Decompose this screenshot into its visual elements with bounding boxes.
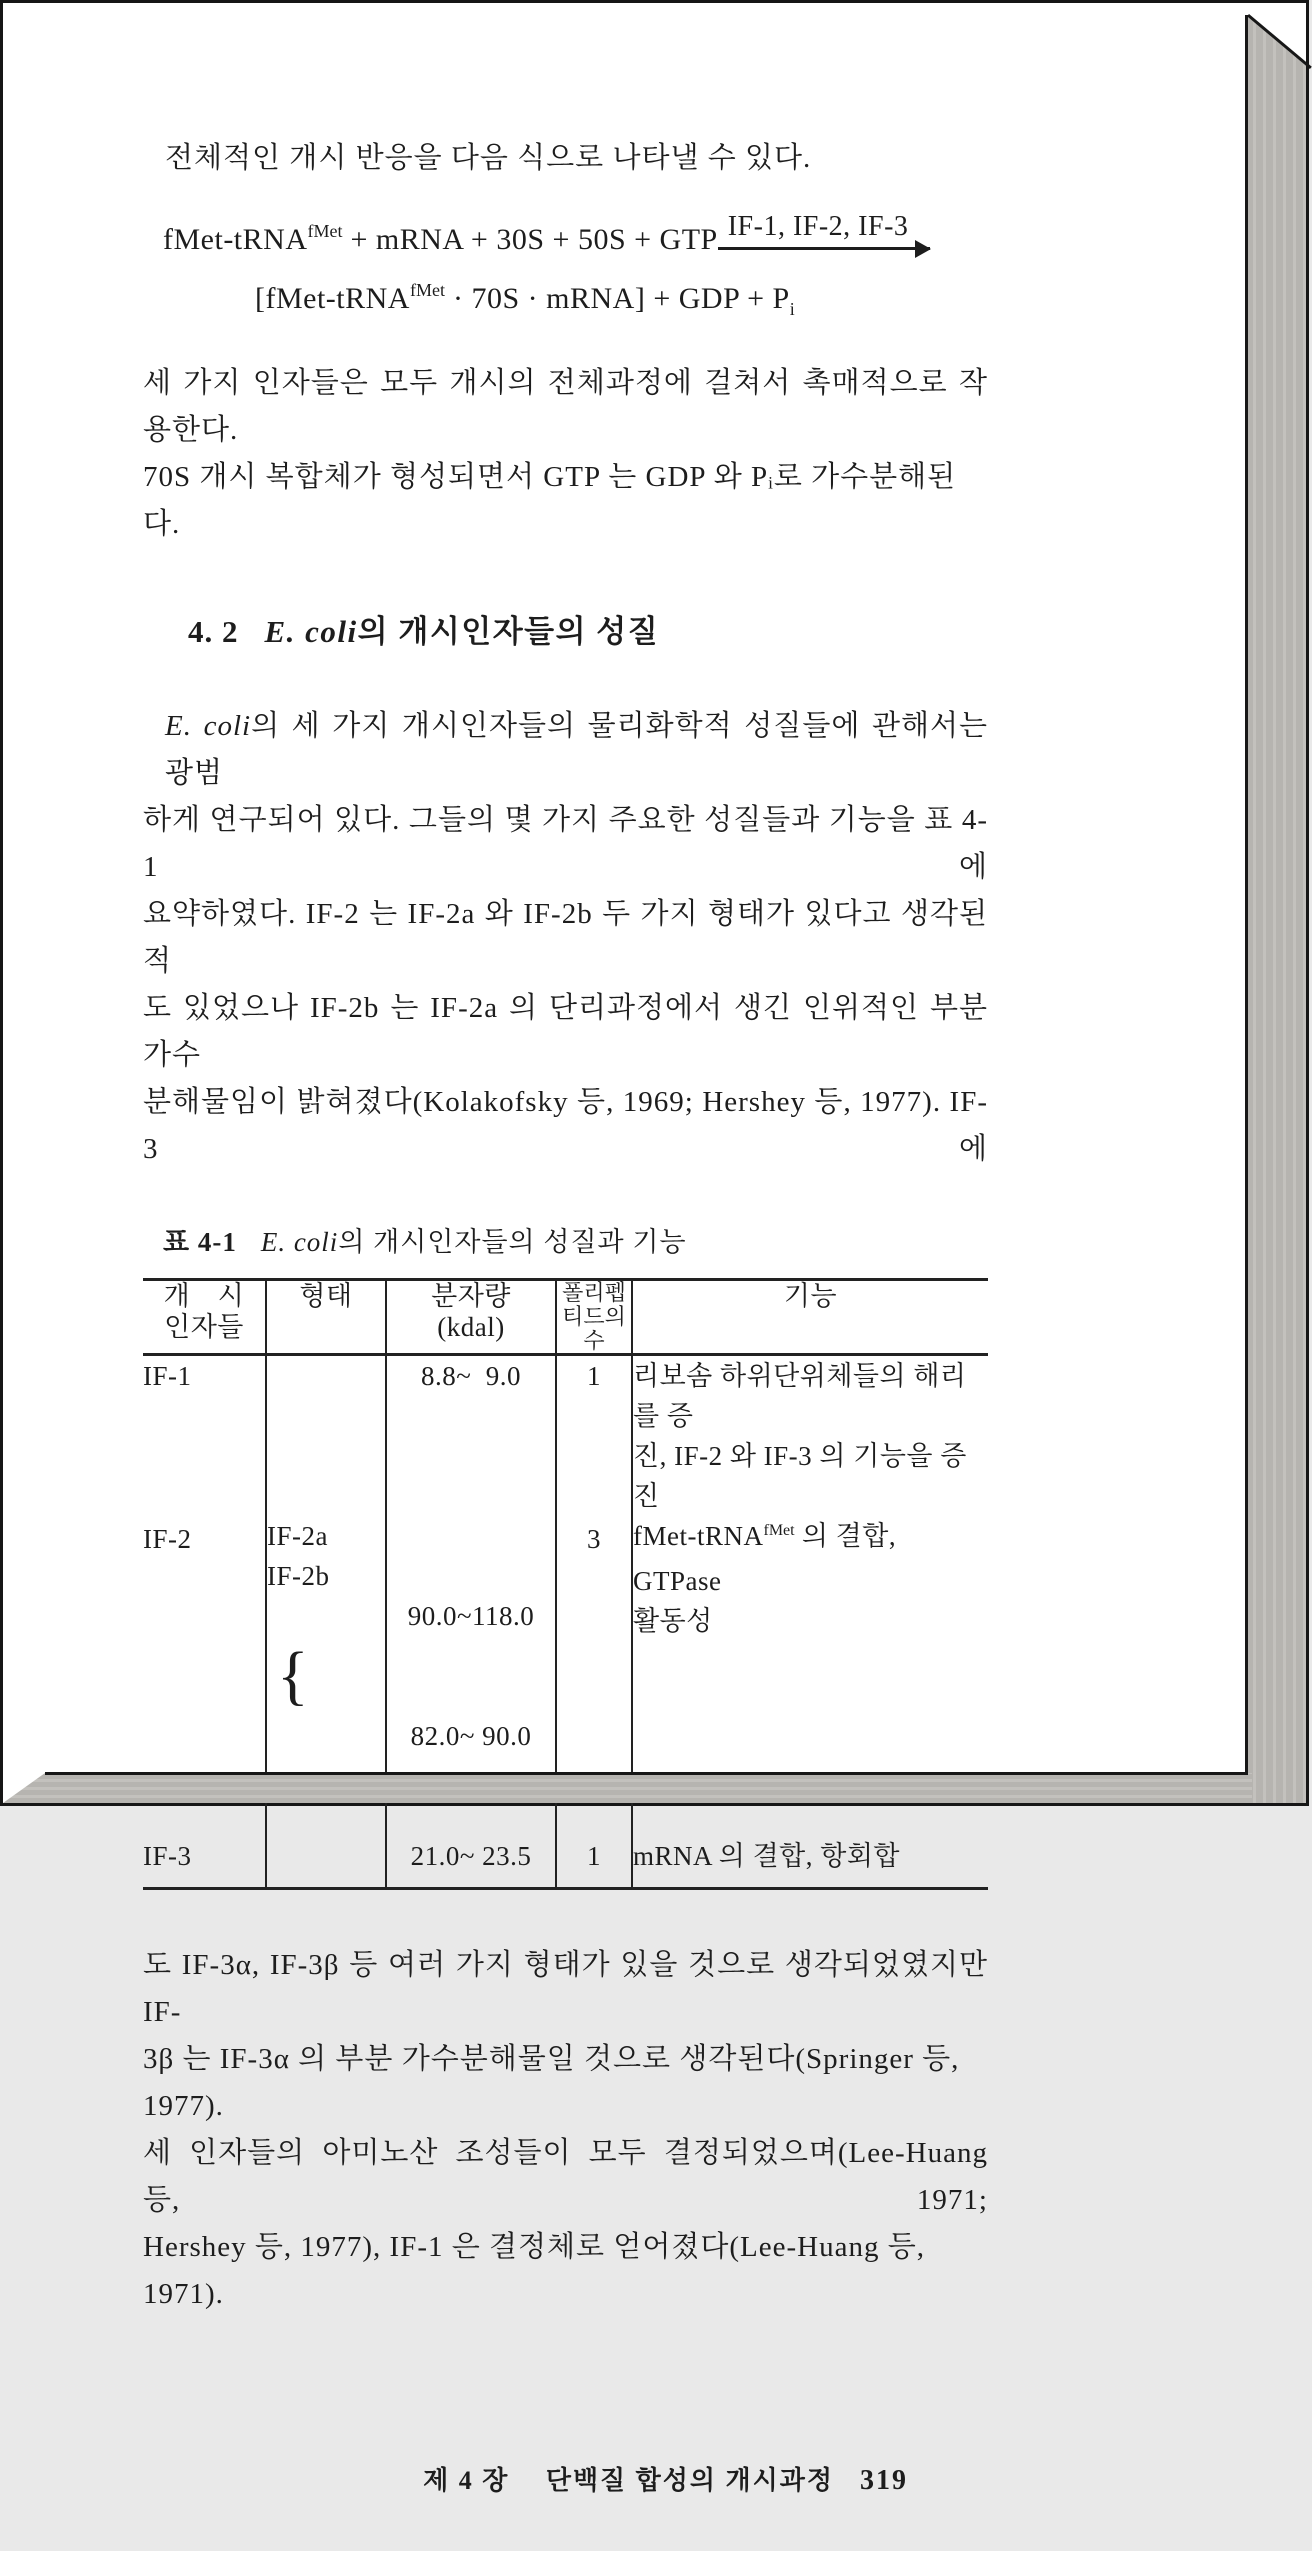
cell-chains: 3 xyxy=(556,1516,632,1836)
header-factor xyxy=(143,1280,266,1355)
section-heading xyxy=(188,608,988,655)
equation-lhs-rest: + mRNA + 30S + 50S + GTP xyxy=(342,223,718,256)
cell-function: mRNA 의 결합, 항회합 xyxy=(632,1836,988,1888)
cell-function xyxy=(632,1355,988,1517)
closing-paragraph xyxy=(143,1942,988,2318)
header-chains xyxy=(556,1280,632,1355)
header-mass-line2: (kdal) xyxy=(437,1312,505,1342)
equation-line-1 xyxy=(143,211,988,267)
reaction-arrow xyxy=(718,210,930,250)
paragraph-line-rest: 의 세 가지 개시인자들의 물리화학적 성질들에 관해서는 광범 xyxy=(165,710,989,789)
paragraph-line: 요약하였다. IF-2 는 IF-2a 와 IF-2b 두 가지 형태가 있다고 생각된 적 xyxy=(143,898,988,977)
cell-chains: 1 xyxy=(556,1836,632,1888)
paragraph-line: 하게 연구되어 있다. 그들의 몇 가지 주요한 성질들과 기능을 표 4-1 에 xyxy=(143,804,988,883)
header-factor-line2: 인자들 xyxy=(164,1312,244,1342)
equation-lhs-base: fMet-tRNA xyxy=(163,223,308,256)
function-line: 리보솜 하위단위체들의 해리를 증 xyxy=(633,1361,967,1431)
header-form: 형태 xyxy=(266,1280,386,1355)
section-title-rest: 의 개시인자들의 성질 xyxy=(357,614,660,649)
function-line: 활동성 xyxy=(633,1606,713,1636)
table-header-row xyxy=(143,1280,988,1355)
form-line: IF-2a xyxy=(267,1521,328,1551)
table-row xyxy=(143,1355,988,1517)
paragraph-after-equation xyxy=(143,360,988,548)
intro-paragraph: 전체적인 개시 반응을 다음 식으로 나타낼 수 있다. xyxy=(165,142,812,174)
arrow-line-icon xyxy=(718,247,930,250)
paragraph-line: 도 IF-3α, IF-3β 등 여러 가지 형태가 있을 것으로 생각되었였지만 IF- xyxy=(143,1948,988,2028)
equation-rhs-subscript: i xyxy=(789,299,795,319)
function-rest: 의 결합, GTPase xyxy=(633,1521,897,1596)
table-caption xyxy=(163,1219,988,1266)
header-chains-line1: 폴리펩 xyxy=(562,1280,626,1305)
equation-line-2 xyxy=(143,275,988,326)
cell-form-empty xyxy=(266,1355,386,1517)
reaction-equation xyxy=(143,211,988,326)
paragraph-line: 세 인자들의 아미노산 조성들이 모두 결정되었으며(Lee-Huang 등, 1971; xyxy=(143,2136,988,2216)
paragraph-line: Hershey 등, 1977), IF-1 은 결정체로 얻어졌다(Lee-Huang 등, 1971). xyxy=(143,2230,925,2310)
cell-factor: IF-3 xyxy=(143,1841,192,1871)
page-footer xyxy=(143,2410,988,2551)
cell-form-empty xyxy=(266,1836,386,1888)
page-edge-line-right xyxy=(1245,15,1248,1803)
book-fore-edge-bottom xyxy=(3,1773,1252,1803)
running-title: 제 4 장 단백질 합성의 개시과정 xyxy=(423,2465,834,2495)
table-caption-rest: 의 개시인자들의 성질과 기능 xyxy=(338,1227,687,1257)
equation-rhs-mid: · 70S · mRNA] + GDP + P xyxy=(444,282,790,315)
species-name: E. coli xyxy=(260,1227,339,1257)
body-paragraph xyxy=(143,703,988,1173)
function-base: fMet-tRNA xyxy=(633,1521,764,1551)
equation-rhs-superscript: fMet xyxy=(409,280,445,300)
cell-mass: 21.0~ 23.5 xyxy=(386,1836,556,1888)
header-chains-line3: 수 xyxy=(583,1328,605,1353)
header-chains-line2: 티드의 xyxy=(562,1304,626,1329)
header-factor-line1: 개 시 xyxy=(163,1281,245,1311)
table-caption-label: 표 4-1 xyxy=(163,1227,237,1257)
arrow-factor-label: IF-1, IF-2, IF-3 xyxy=(727,211,909,242)
cell-mass: 8.8~ 9.0 xyxy=(386,1355,556,1517)
paragraph-line: 70S 개시 복합체가 형성되면서 GTP 는 GDP 와 Pᵢ로 가수분해된다. xyxy=(143,461,957,540)
equation-rhs-open: [fMet-tRNA xyxy=(255,282,410,315)
cell-factor: IF-1 xyxy=(143,1361,192,1391)
header-mass xyxy=(386,1280,556,1355)
mass-line: 82.0~ 90.0 xyxy=(410,1721,532,1751)
header-function: 기능 xyxy=(632,1280,988,1355)
page-content xyxy=(143,3,988,2551)
paragraph-line: 분해물임이 밝혀졌다(Kolakofsky 등, 1969; Hershey 등, 1977). IF-3 에 xyxy=(143,1086,988,1165)
species-name: E. coli xyxy=(165,710,252,742)
mass-line: 90.0~118.0 xyxy=(407,1601,535,1631)
brace-icon: { xyxy=(277,1639,309,1712)
book-fore-edge-right xyxy=(1246,3,1306,1803)
paragraph-line: 3β 는 IF-3α 의 부분 가수분해물일 것으로 생각된다(Springer 등, 1977). xyxy=(143,2042,960,2122)
paragraph-line xyxy=(143,703,988,797)
section-number: 4. 2 xyxy=(188,614,239,649)
function-line: 진, IF-2 와 IF-3 의 기능을 증진 xyxy=(633,1441,967,1511)
header-mass-line1: 분자량 xyxy=(431,1281,511,1311)
cell-factor: IF-2 xyxy=(143,1524,192,1554)
paragraph-line: 세 가지 인자들은 모두 개시의 전체과정에 걸쳐서 촉매적으로 작용한다. xyxy=(143,367,988,446)
function-line xyxy=(633,1516,988,1601)
table-row xyxy=(143,1836,988,1888)
function-superscript: fMet xyxy=(763,1522,795,1539)
equation-lhs-superscript: fMet xyxy=(307,221,343,241)
paragraph-line: 도 있었으나 IF-2b 는 IF-2a 의 단리과정에서 생긴 인위적인 부분 가수 xyxy=(143,992,988,1071)
cell-chains: 1 xyxy=(556,1355,632,1517)
species-name: E. coli xyxy=(264,614,358,649)
form-line: IF-2b xyxy=(267,1561,330,1591)
page-number: 319 xyxy=(860,2464,908,2496)
page-edge-line-bottom xyxy=(45,1772,1248,1775)
